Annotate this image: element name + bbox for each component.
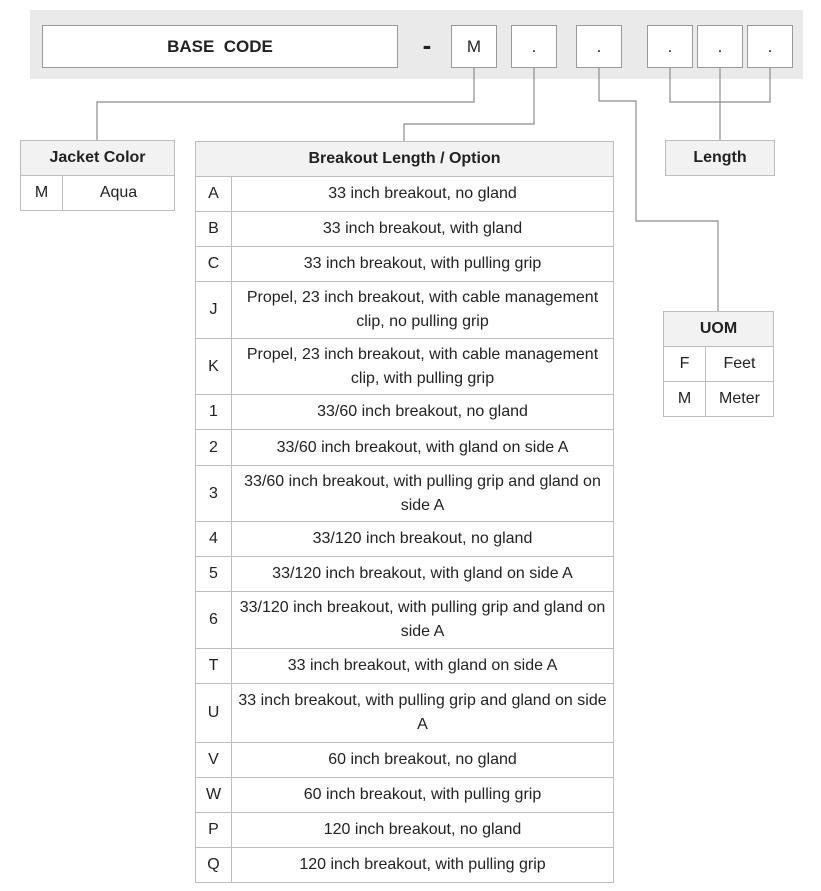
uom-label: Feet (706, 347, 774, 382)
breakout-code: 6 (196, 592, 232, 649)
breakout-slot: . (511, 25, 557, 68)
table-row (21, 176, 175, 211)
length-slot-3: . (747, 25, 793, 68)
breakout-label: 60 inch breakout, no gland (232, 743, 614, 778)
table-row (196, 339, 614, 395)
breakout-label: 33 inch breakout, with gland on side A (232, 649, 614, 684)
breakout-code: T (196, 649, 232, 684)
jacket-color-header: Jacket Color (20, 140, 175, 176)
breakout-table (195, 176, 614, 883)
uom-code: M (664, 382, 706, 417)
breakout-code: 4 (196, 522, 232, 557)
table-row (196, 212, 614, 247)
connector-uom (599, 68, 718, 312)
breakout-code: A (196, 177, 232, 212)
table-row (196, 684, 614, 743)
breakout-label: 33 inch breakout, no gland (232, 177, 614, 212)
breakout-code: K (196, 339, 232, 395)
table-row (196, 395, 614, 430)
breakout-label: 33/60 inch breakout, with pulling grip and gland on side A (232, 466, 614, 522)
code-separator-dash: - (422, 30, 432, 60)
table-row (664, 347, 774, 382)
breakout-label: 120 inch breakout, no gland (232, 813, 614, 848)
table-row (196, 848, 614, 883)
connector-jacket (97, 68, 474, 140)
uom-header: UOM (663, 311, 774, 347)
breakout-code: W (196, 778, 232, 813)
uom-table (663, 346, 774, 417)
table-row (196, 282, 614, 339)
table-row (196, 778, 614, 813)
table-row (196, 557, 614, 592)
breakout-code: P (196, 813, 232, 848)
base-code-box: BASE CODE (42, 25, 398, 68)
breakout-label: 33 inch breakout, with pulling grip and gland on side A (232, 684, 614, 743)
length-slot-2: . (697, 25, 743, 68)
breakout-code: B (196, 212, 232, 247)
jacket-code: M (21, 176, 63, 211)
breakout-code: 1 (196, 395, 232, 430)
breakout-code: U (196, 684, 232, 743)
breakout-label: Propel, 23 inch breakout, with cable management clip, with pulling grip (232, 339, 614, 395)
table-row (196, 177, 614, 212)
table-row (196, 522, 614, 557)
table-row (196, 649, 614, 684)
breakout-label: 33/60 inch breakout, with gland on side A (232, 430, 614, 466)
breakout-code: C (196, 247, 232, 282)
table-row (196, 466, 614, 522)
breakout-label: 33/120 inch breakout, with gland on side A (232, 557, 614, 592)
connector-breakout (404, 68, 534, 141)
breakout-code: Q (196, 848, 232, 883)
breakout-label: Propel, 23 inch breakout, with cable management clip, no pulling grip (232, 282, 614, 339)
breakout-label: 33 inch breakout, with gland (232, 212, 614, 247)
table-row (196, 430, 614, 466)
uom-slot: . (576, 25, 622, 68)
uom-label: Meter (706, 382, 774, 417)
length-header: Length (665, 140, 775, 176)
breakout-code: J (196, 282, 232, 339)
jacket-label: Aqua (63, 176, 175, 211)
jacket-color-table (20, 175, 175, 211)
uom-code: F (664, 347, 706, 382)
breakout-label: 33/120 inch breakout, no gland (232, 522, 614, 557)
breakout-code: 3 (196, 466, 232, 522)
breakout-label: 33 inch breakout, with pulling grip (232, 247, 614, 282)
length-slot-1: . (647, 25, 693, 68)
breakout-code: 2 (196, 430, 232, 466)
breakout-label: 120 inch breakout, with pulling grip (232, 848, 614, 883)
table-row (664, 382, 774, 417)
table-row (196, 592, 614, 649)
breakout-header: Breakout Length / Option (195, 141, 614, 177)
table-row (196, 247, 614, 282)
breakout-label: 33/120 inch breakout, with pulling grip and gland on side A (232, 592, 614, 649)
table-row (196, 813, 614, 848)
table-row (196, 743, 614, 778)
breakout-label: 33/60 inch breakout, no gland (232, 395, 614, 430)
jacket-color-slot: M (451, 25, 497, 68)
breakout-label: 60 inch breakout, with pulling grip (232, 778, 614, 813)
breakout-code: 5 (196, 557, 232, 592)
breakout-code: V (196, 743, 232, 778)
